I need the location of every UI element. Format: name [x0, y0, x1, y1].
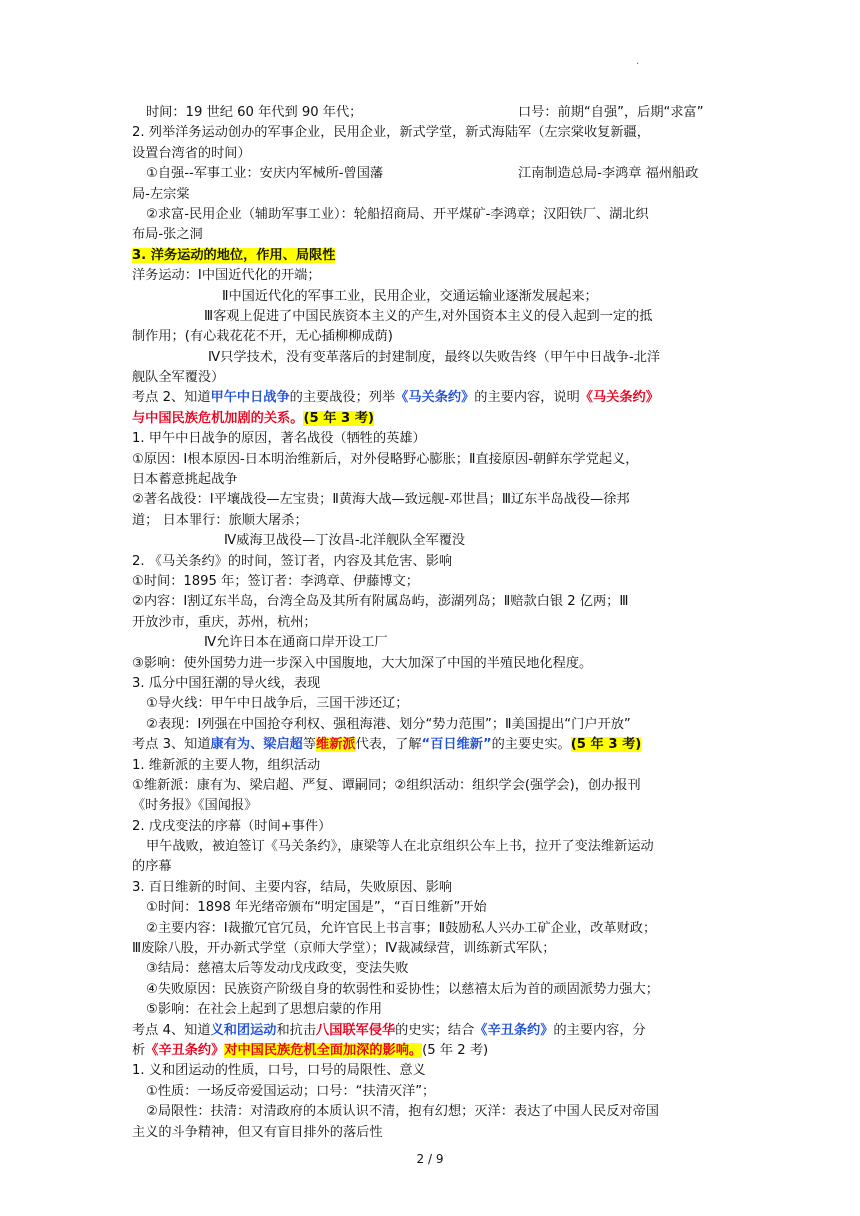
text-line: 设置台湾省的时间）	[132, 145, 251, 161]
highlight-term: “百日维新”	[421, 737, 492, 753]
text-line: 1. 甲午中日战争的原因，著名战役（牺牲的英雄）	[132, 431, 426, 447]
text-span: 等	[302, 737, 317, 753]
text-line: ②内容：Ⅰ割辽东半岛，台湾全岛及其所有附属岛屿，澎湖列岛；Ⅱ赔款白银 2 亿两；Ⅲ	[132, 594, 629, 610]
text-line	[132, 164, 732, 184]
text-span: 的史实；结合	[395, 1022, 475, 1038]
exam-point-label: 考点 3、知道	[132, 737, 211, 753]
text-line: 局-左宗棠	[132, 186, 190, 202]
text-span: 析	[132, 1042, 146, 1058]
text-line: ②著名战役：Ⅰ平壤战役—左宝贵；Ⅱ黄海大战—致远舰-邓世昌；Ⅲ辽东半岛战役—徐邦	[132, 492, 630, 508]
highlight-term: 《马关条约》	[579, 390, 659, 406]
text-line: 主义的斗争精神，但又有盲目排外的落后性	[132, 1124, 383, 1140]
text-line: 布局-张之洞	[132, 227, 203, 243]
text-line: ②主要内容：Ⅰ裁撤冗官冗员，允许官民上书言事；Ⅱ鼓励私人兴办工矿企业，改革财政；	[146, 920, 657, 936]
page-content	[132, 103, 732, 1143]
highlight-term: 康有为、梁启超	[210, 737, 303, 753]
text-line: 日本蓄意挑起战争	[132, 472, 238, 488]
text-line: ②局限性：扶清：对清政府的本质认识不清，抱有幻想；灭洋：表达了中国人民反对帝国	[146, 1104, 659, 1120]
header-dot: .	[636, 56, 640, 67]
highlight-term: 义和团运动	[210, 1022, 277, 1038]
text-line: Ⅱ中国近代化的军事工业，民用企业，交通运输业逐渐发展起来；	[222, 288, 598, 304]
text-line: 3. 瓜分中国狂潮的导火线，表现	[132, 675, 321, 691]
exam-point-4-cont	[132, 1041, 732, 1061]
text-line: ②表现：Ⅰ列强在中国抢夺利权、强租海港、划分“势力范围”；Ⅱ美国提出“门户开放”	[146, 716, 631, 732]
highlight-term: 八国联军侵华	[316, 1022, 396, 1038]
highlight-term: 《辛丑条约》	[474, 1022, 554, 1038]
text-line: 3. 百日维新的时间、主要内容，结局，失败原因、影响	[132, 879, 453, 895]
exam-frequency: (5 年 3 考)	[303, 410, 374, 426]
text-line: 2. 列举洋务运动创办的军事企业，民用企业，新式学堂，新式海陆军（左宗棠收复新疆，	[132, 125, 650, 141]
text-line: 道； 日本罪行：旅顺大屠杀；	[132, 512, 308, 528]
text-line: ③结局：慈禧太后等发动戊戌政变，变法失败	[146, 961, 409, 977]
highlight-term: 维新派	[316, 737, 356, 753]
slogan-text: 口号：前期“自强”，后期“求富”	[518, 105, 704, 120]
text-line: Ⅲ废除八股，开办新式学堂（京师大学堂）；Ⅳ裁减绿营，训练新式军队；	[132, 941, 556, 957]
text-line: 1. 义和团运动的性质，口号，口号的局限性、意义	[132, 1063, 426, 1079]
text-line: Ⅳ允许日本在通商口岸开设工厂	[204, 635, 388, 651]
text-span: 和抗击	[276, 1022, 317, 1038]
exam-point-label: 考点 4、知道	[132, 1022, 211, 1038]
section-heading	[132, 246, 732, 266]
highlight-term: 对中国民族危机全面加深的影响。	[224, 1042, 423, 1058]
highlight-term: 甲午中日战争	[210, 390, 290, 406]
highlight-term: 《辛丑条约》	[145, 1042, 225, 1058]
exam-point-4	[132, 1021, 732, 1041]
exam-frequency: (5 年 3 考)	[570, 737, 642, 753]
text-line: ①原因：Ⅰ根本原因-日本明治维新后，对外侵略野心膨胀；Ⅱ直接原因-朝鲜东学党起义，	[132, 451, 639, 467]
text-span: 的主要史实。	[491, 737, 571, 753]
text-line: 的序幕	[132, 859, 172, 875]
text-line: ①维新派：康有为、梁启超、严复、谭嗣同；②组织活动：组织学会(强学会)，创办报刊	[132, 777, 641, 793]
highlight-term: 与中国民族危机加剧的关系。	[132, 410, 304, 426]
exam-point-2	[132, 388, 732, 408]
exam-point-2-cont	[132, 409, 732, 429]
exam-point-label: 考点 2、知道	[132, 390, 211, 406]
text-line: ④失败原因：民族资产阶级自身的软弱性和妥协性；以慈禧太后为首的顽固派势力强大；	[146, 981, 659, 997]
text-line: 制作用；(有心栽花花不开，无心插柳柳成荫)	[132, 329, 393, 345]
text-line: Ⅳ威海卫战役—丁汝昌-北洋舰队全军覆没	[224, 533, 466, 549]
text-span: 的主要内容，说明	[474, 390, 580, 406]
text-line: Ⅲ客观上促进了中国民族资本主义的产生,对外国资本主义的侵入起到一定的抵	[204, 308, 653, 324]
text-span: 代表，了解	[355, 737, 422, 753]
jiangnan-text: 江南制造总局-李鸿章 福州船政	[518, 166, 699, 182]
military-industry-text: ①自强--军事工业：安庆内军械所-曾国藩	[146, 166, 384, 182]
text-line: 洋务运动：Ⅰ中国近代化的开端；	[132, 268, 321, 284]
text-line: ①时间：1898 年光绪帝颁布“明定国是”，“百日维新”开始	[146, 900, 487, 916]
text-span: 的主要战役；列举	[289, 390, 396, 406]
highlight-term: 《马关条约》	[395, 390, 475, 406]
text-line: 甲午战败，被迫签订《马关条约》，康梁等人在北京组织公车上书，拉开了变法维新运动	[146, 839, 654, 855]
text-line: 开放沙市，重庆，苏州，杭州；	[132, 614, 317, 630]
text-line	[132, 103, 732, 123]
text-line: ⑤影响：在社会上起到了思想启蒙的作用	[146, 1002, 383, 1018]
text-span: 的主要内容，分	[553, 1022, 646, 1038]
text-line: 《时务报》《国闻报》	[132, 798, 258, 814]
page-number: 2 / 9	[416, 1152, 444, 1166]
exam-point-3	[132, 735, 732, 755]
text-line: Ⅳ只学技术，没有变革落后的封建制度，最终以失败告终（甲午中日战争-北洋	[208, 349, 661, 365]
text-line: 1. 维新派的主要人物，组织活动	[132, 757, 321, 773]
text-line: 2. 《马关条约》的时间，签订者，内容及其危害、影响	[132, 553, 453, 569]
text-line: ①导火线：甲午中日战争后，三国干涉还辽；	[146, 696, 409, 712]
text-line: 舰队全军覆没）	[132, 370, 225, 386]
text-line: 2. 戊戌变法的序幕（时间+事件）	[132, 818, 332, 834]
text-line: ①性质：一场反帝爱国运动；口号：“扶清灭洋”；	[146, 1083, 436, 1099]
text-line: ②求富-民用企业（辅助军事工业）：轮船招商局、开平煤矿-李鸿章；汉阳铁厂、湖北织	[146, 206, 649, 222]
period-text: 时间：19 世纪 60 年代到 90 年代；	[146, 105, 363, 120]
exam-frequency: (5 年 2 考)	[422, 1042, 489, 1058]
text-line: ①时间：1895 年；签订者：李鸿章、伊藤博文；	[132, 573, 419, 589]
text-line: ③影响：使外国势力进一步深入中国腹地，大大加深了中国的半殖民地化程度。	[132, 655, 593, 671]
heading-text: 3. 洋务运动的地位，作用、局限性	[132, 247, 336, 263]
